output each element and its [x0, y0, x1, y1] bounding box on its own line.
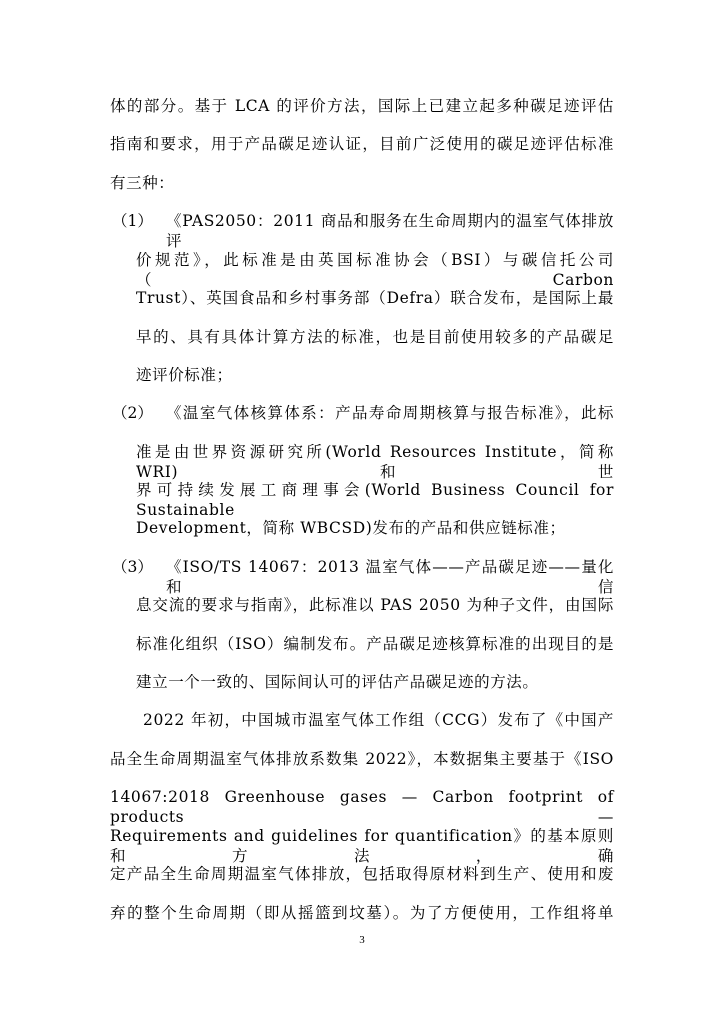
ccg-line-5: 定产品全生命周期温室气体排放，包括取得原材料到生产、使用和废 — [110, 865, 614, 883]
standard-2-line-2: 准是由世界资源研究所(World Resources Institute，简称 WRI)和世 — [136, 443, 614, 481]
standard-2-line-1: 《温室气体核算体系：产品寿命周期核算与报告标准》，此标 — [166, 404, 614, 422]
standard-3-line-1: 《ISO/TS 14067：2013 温室气体——产品碳足迹——量化和信 — [166, 558, 614, 596]
standard-2-line-4: Development，简称 WBCSD)发布的产品和供应链标准； — [136, 519, 566, 537]
standard-3-line-2: 息交流的要求与指南》，此标准以 PAS 2050 为种子文件，由国际 — [136, 596, 614, 614]
ccg-line-6: 弃的整个生命周期（即从摇篮到坟墓）。为了方便使用，工作组将单 — [110, 904, 614, 922]
standard-3-line-3: 标准化组织（ISO）编制发布。产品碳足迹核算标准的出现目的是 — [136, 635, 614, 653]
standard-3-line-4: 建立一个一致的、国际间认可的评估产品碳足迹的方法。 — [136, 673, 539, 691]
ccg-line-3: 14067:2018 Greenhouse gases — Carbon footprint of products — — [110, 788, 614, 826]
intro-line-1: 体的部分。基于 LCA 的评价方法，国际上已建立起多种碳足迹评估 — [110, 97, 614, 115]
ccg-line-2: 品全生命周期温室气体排放系数集 2022》，本数据集主要基于《ISO — [110, 750, 614, 768]
intro-line-2: 指南和要求，用于产品碳足迹认证，目前广泛使用的碳足迹评估标准 — [110, 135, 614, 153]
ccg-line-4: Requirements and guidelines for quantification》的基本原则和方法，确 — [110, 827, 614, 865]
standard-2-line-3: 界可持续发展工商理事会(World Business Council for Sustainable — [136, 481, 614, 519]
page-number: 3 — [359, 934, 365, 946]
standard-1-line-5: 迹评价标准； — [136, 366, 233, 384]
standard-number-3: （3） — [112, 558, 153, 576]
intro-line-3: 有三种： — [110, 174, 175, 192]
standard-number-2: （2） — [112, 404, 153, 422]
standard-1-line-3: Trust）、英国食品和乡村事务部（Defra）联合发布，是国际上最 — [136, 289, 614, 307]
standard-1-line-2: 价规范》，此标准是由英国标准协会（BSI）与碳信托公司（Carbon — [136, 251, 614, 289]
ccg-line-1: 2022 年初，中国城市温室气体工作组（CCG）发布了《中国产 — [143, 711, 614, 729]
standard-1-line-4: 早的、具有具体计算方法的标准，也是目前使用较多的产品碳足 — [136, 328, 614, 346]
standard-1-line-1: 《PAS2050：2011 商品和服务在生命周期内的温室气体排放评 — [166, 212, 614, 250]
standard-number-1: （1） — [112, 212, 153, 230]
